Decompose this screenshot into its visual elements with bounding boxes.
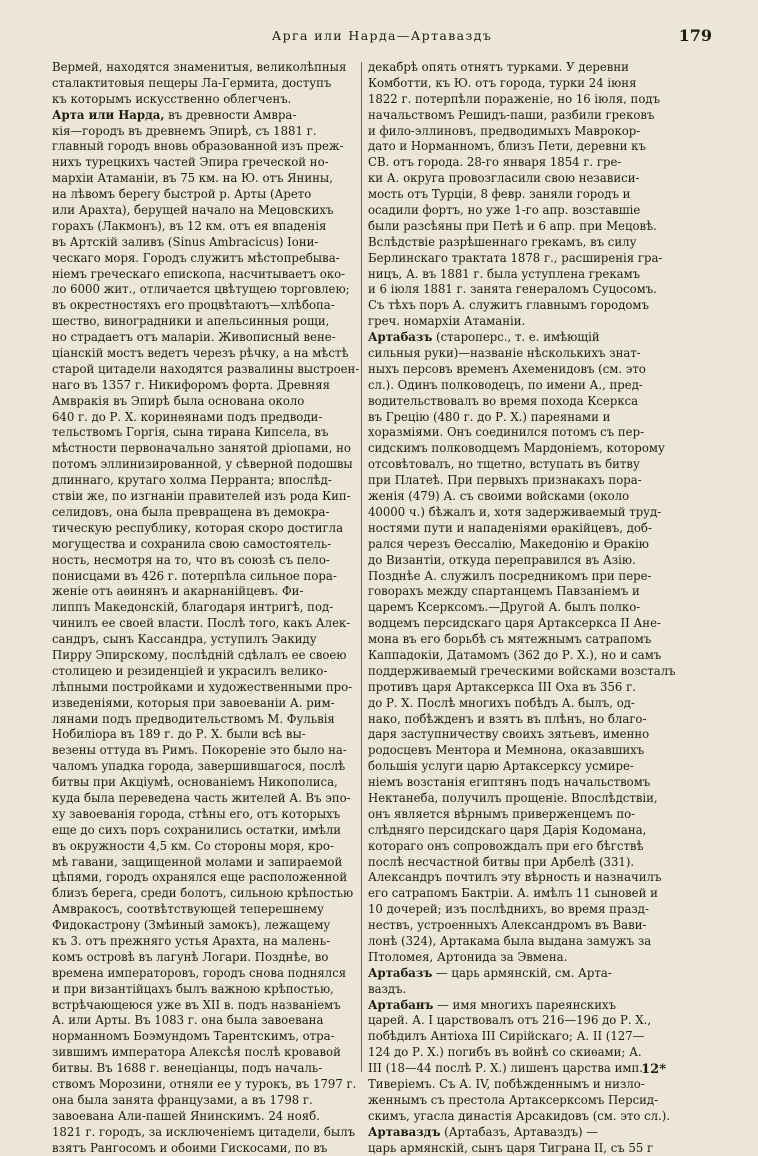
text-line bbox=[368, 696, 702, 712]
text-line bbox=[52, 680, 370, 696]
text-line bbox=[52, 139, 370, 155]
text-line bbox=[368, 139, 702, 155]
text-line bbox=[368, 839, 702, 855]
text-line bbox=[52, 696, 370, 712]
line-text: тельствомъ Горгія, сына тирана Кипсела, въ bbox=[52, 425, 329, 440]
text-line bbox=[368, 203, 702, 219]
line-text: старой цитадели находятся развалины выстроен- bbox=[52, 361, 360, 376]
line-text: Вермей, находятся знаменитыя, великолѣпныя bbox=[52, 60, 347, 74]
left-column bbox=[52, 60, 370, 1156]
line-text: мархіи Атаманіи, въ 75 км. на Ю. отъ Янины, bbox=[52, 171, 333, 186]
line-text: до Византіи, откуда переправился въ Азію. bbox=[368, 552, 636, 567]
line-text: сл.). Одинъ полководецъ, по имени А., пред- bbox=[368, 377, 643, 392]
line-text: Амвракосъ, соотвѣтствующей теперешнему bbox=[52, 902, 324, 917]
line-text: длиннаго, крутаго холма Перранта; впослѣд- bbox=[52, 473, 332, 488]
line-text: или Арахта), берущей начало на Мецовскихъ bbox=[52, 203, 334, 218]
text-line bbox=[52, 950, 370, 966]
text-line bbox=[368, 251, 702, 267]
line-text: скимъ, угасла династія Арсакидовъ (см. это сл.). bbox=[368, 1108, 671, 1123]
entry-headword: Артабазъ bbox=[368, 965, 433, 980]
text-line bbox=[52, 1045, 370, 1061]
text-line bbox=[52, 410, 370, 426]
text-line bbox=[368, 807, 702, 823]
printer-signature-mark: 12* bbox=[641, 1062, 666, 1077]
line-text: селидовъ, она была превращена въ демокра- bbox=[52, 504, 330, 519]
text-line bbox=[368, 998, 702, 1014]
line-text: въ окружности 4,5 км. Со стороны моря, кро- bbox=[52, 838, 334, 853]
text-line bbox=[52, 616, 370, 632]
text-line bbox=[52, 457, 370, 473]
text-line bbox=[368, 712, 702, 728]
line-text: побѣдилъ Антіоха III Сирійскаго; А. II (127— bbox=[368, 1029, 645, 1044]
line-text: времена императоровъ, городъ снова поднялся bbox=[52, 965, 347, 980]
line-text: кія—городъ въ древнемъ Эпирѣ, съ 1881 г. bbox=[52, 123, 317, 138]
text-line bbox=[52, 902, 370, 918]
line-text: Александръ почтилъ эту вѣрность и назначилъ bbox=[368, 870, 662, 885]
text-line bbox=[52, 807, 370, 823]
line-text: при Платеѣ. При первыхъ признакахъ пора- bbox=[368, 473, 642, 488]
text-line bbox=[368, 823, 702, 839]
line-text: хоразміями. Онъ соединился потомъ съ пер- bbox=[368, 425, 645, 440]
text-line bbox=[368, 298, 702, 314]
text-line bbox=[52, 600, 370, 616]
text-line bbox=[52, 982, 370, 998]
text-line bbox=[52, 282, 370, 298]
entry-headword: Артаваздъ bbox=[368, 1124, 441, 1139]
line-text: встрѣчающеюся уже въ XII в. подъ названіемъ bbox=[52, 997, 341, 1012]
text-line bbox=[368, 1029, 702, 1045]
line-text: греч. номархіи Атаманіи. bbox=[368, 314, 526, 329]
line-text: комъ островѣ въ лагунѣ Логари. Позднѣе, во bbox=[52, 949, 329, 964]
line-text: Каппадокіи, Датамомъ (362 до Р. Х.), но и самъ bbox=[368, 647, 662, 662]
line-text: зившимъ императора Алексѣя послѣ кровавой bbox=[52, 1045, 341, 1060]
text-line bbox=[368, 1125, 702, 1141]
text-line bbox=[368, 966, 702, 982]
line-text: нествъ, устроенныхъ Александромъ въ Вави- bbox=[368, 918, 647, 933]
text-line bbox=[52, 918, 370, 934]
text-line bbox=[368, 394, 702, 410]
line-text: лѣпными постройками и художественными про- bbox=[52, 679, 353, 694]
text-line bbox=[368, 569, 702, 585]
text-line bbox=[52, 473, 370, 489]
line-text: Пирру Эпирскому, послѣдній сдѣлалъ ее своею bbox=[52, 647, 347, 662]
line-text: ваздъ. bbox=[368, 981, 407, 996]
text-line bbox=[52, 1109, 370, 1125]
text-line bbox=[52, 664, 370, 680]
text-line bbox=[52, 775, 370, 791]
text-line bbox=[368, 791, 702, 807]
line-text: 10 дочерей; изъ послѣднихъ, во время празд- bbox=[368, 902, 649, 917]
line-text: тическую республику, которая скоро достигла bbox=[52, 520, 344, 535]
text-line bbox=[52, 124, 370, 140]
line-text: противъ царя Артаксеркса III Оха въ 356 г. bbox=[368, 679, 636, 694]
line-text: но страдаетъ отъ маларіи. Живописный вене- bbox=[52, 330, 336, 345]
column-divider bbox=[361, 62, 362, 1072]
line-text: большія услуги царю Артаксерксу усмире- bbox=[368, 759, 634, 774]
line-text: — имя многихъ пареянскихъ bbox=[433, 997, 617, 1012]
line-text: были разсѣяны при Петѣ и 6 апр. при Мецовѣ. bbox=[368, 218, 657, 233]
line-text: (староперс., т. е. имѣющій bbox=[432, 330, 600, 345]
line-text: женіе отъ аѳинянъ и акарнанійцевъ. Фи- bbox=[52, 584, 304, 599]
line-text: Амвракія въ Эпирѣ была основана около bbox=[52, 393, 305, 408]
text-line bbox=[52, 648, 370, 664]
text-line bbox=[368, 680, 702, 696]
line-text: говорахъ между спартанцемъ Павзаніемъ и bbox=[368, 584, 640, 599]
text-line bbox=[52, 553, 370, 569]
text-line bbox=[52, 584, 370, 600]
line-text: еще до сихъ поръ сохранились остатки, имѣли bbox=[52, 822, 342, 837]
line-text: слѣдняго персидскаго царя Дарія Кодомана, bbox=[368, 822, 647, 837]
line-text: Позднѣе А. служилъ посредникомъ при пере- bbox=[368, 568, 652, 583]
text-line bbox=[368, 902, 702, 918]
page-number: 179 bbox=[678, 26, 712, 45]
text-line bbox=[368, 1109, 702, 1125]
line-text: сталактитовыя пещеры Ла-Гермита, доступъ bbox=[52, 75, 332, 90]
text-line bbox=[52, 203, 370, 219]
line-text: нако, побѣжденъ и взятъ въ плѣнъ, но благо- bbox=[368, 711, 647, 726]
line-text: чинилъ ее своей власти. Послѣ того, какъ Алек- bbox=[52, 616, 351, 631]
text-line bbox=[368, 886, 702, 902]
line-text: везены оттуда въ Римъ. Покореніе это было на- bbox=[52, 743, 347, 758]
line-text: главный городъ вновь образованной изъ преж- bbox=[52, 139, 344, 154]
line-text: осадили фортъ, но уже 1-го апр. возставшіе bbox=[368, 203, 641, 218]
line-text: котораго онъ сопровождалъ при его бѣгствѣ bbox=[368, 838, 644, 853]
text-line bbox=[52, 521, 370, 537]
text-line bbox=[368, 457, 702, 473]
text-line bbox=[368, 346, 702, 362]
line-text: 1822 г. потерпѣли пораженіе, но 16 іюля, подъ bbox=[368, 91, 661, 106]
line-text: ло 6000 жит., отличается цвѣтущею торговлею; bbox=[52, 282, 350, 297]
line-text: въ окрестностяхъ его процвѣтаютъ—хлѣбопа- bbox=[52, 298, 335, 313]
line-text: чаломъ упадка города, завершившагося, послѣ bbox=[52, 759, 346, 774]
text-line bbox=[52, 505, 370, 521]
text-line bbox=[52, 298, 370, 314]
line-text: лянами подъ предводительствомъ М. Фульвія bbox=[52, 711, 335, 726]
line-text: она была занята французами, а въ 1798 г. bbox=[52, 1092, 313, 1107]
text-line bbox=[52, 219, 370, 235]
text-line bbox=[368, 584, 702, 600]
line-text: липпъ Македонскій, благодаря интригѣ, под- bbox=[52, 600, 334, 615]
text-line bbox=[368, 1093, 702, 1109]
text-line bbox=[368, 505, 702, 521]
text-line bbox=[368, 282, 702, 298]
line-text: дато и Норманномъ, близъ Пети, деревни къ bbox=[368, 139, 646, 154]
line-text: Берлинскаго трактата 1878 г., расширенія гра- bbox=[368, 250, 663, 265]
text-line bbox=[52, 569, 370, 585]
text-line bbox=[368, 743, 702, 759]
text-line bbox=[52, 489, 370, 505]
text-line bbox=[52, 1141, 370, 1156]
text-line bbox=[52, 362, 370, 378]
text-line bbox=[368, 441, 702, 457]
line-text: ностями пути и нападеніями ѳракійцевъ, доб- bbox=[368, 520, 652, 535]
line-text: потомъ эллинизированной, у сѣверной подошвы bbox=[52, 457, 353, 472]
text-line bbox=[368, 1013, 702, 1029]
line-text: въ древности Амвра- bbox=[164, 107, 297, 122]
line-text: Съ тѣхъ поръ А. служитъ главнымъ городомъ bbox=[368, 298, 649, 313]
text-line bbox=[52, 886, 370, 902]
line-text: СВ. отъ города. 28-го января 1854 г. гре- bbox=[368, 155, 622, 170]
text-line bbox=[368, 918, 702, 934]
text-line bbox=[368, 616, 702, 632]
text-line bbox=[368, 934, 702, 950]
line-text: и фило-эллиновъ, предводимыхъ Маврокор- bbox=[368, 123, 641, 138]
text-line bbox=[52, 743, 370, 759]
line-text: взятъ Рангосомъ и обоими Гискосами, по въ bbox=[52, 1140, 328, 1155]
text-line bbox=[368, 775, 702, 791]
line-text: ху завоеванія города, стѣны его, отъ которыхъ bbox=[52, 806, 341, 821]
text-line bbox=[52, 394, 370, 410]
line-text: мѣ гавани, защищенной молами и запираемой bbox=[52, 854, 343, 869]
header-title: Арга или Нарда—Артаваздъ bbox=[271, 28, 493, 43]
text-line bbox=[52, 251, 370, 267]
line-text: нихъ турецкихъ частей Эпира греческой но- bbox=[52, 155, 329, 170]
text-line bbox=[52, 1029, 370, 1045]
text-line bbox=[368, 235, 702, 251]
line-text: Птоломея, Артонида за Эвмена. bbox=[368, 949, 568, 964]
text-line bbox=[368, 648, 702, 664]
line-text: ныхъ персовъ временъ Ахеменидовъ (см. это bbox=[368, 361, 646, 376]
text-line bbox=[52, 314, 370, 330]
line-text: битвы. Въ 1688 г. венеціанцы, подъ началь- bbox=[52, 1061, 323, 1076]
line-text: Комботти, къ Ю. отъ города, турки 24 іюня bbox=[368, 75, 637, 90]
text-line bbox=[368, 108, 702, 124]
text-line bbox=[52, 537, 370, 553]
line-text: норманномъ Боэмундомъ Тарентскимъ, отра- bbox=[52, 1029, 335, 1044]
text-line bbox=[52, 759, 370, 775]
line-text: его сатрапомъ Бактріи. А. имѣлъ 11 сыновей и bbox=[368, 886, 658, 901]
text-line bbox=[368, 267, 702, 283]
line-text: къ 3. отъ прежняго устья Арахта, на малень- bbox=[52, 933, 331, 948]
line-text: 640 г. до Р. Х. коринѳянами подъ предводи- bbox=[52, 409, 323, 424]
text-line bbox=[368, 537, 702, 553]
right-column bbox=[368, 60, 702, 1156]
line-text: мость отъ Турціи, 8 февр. заняли городъ и bbox=[368, 187, 631, 202]
text-line bbox=[52, 425, 370, 441]
line-text: сильныя руки)—названіе нѣсколькихъ знат- bbox=[368, 346, 641, 361]
text-line bbox=[368, 425, 702, 441]
line-text: и 6 іюля 1881 г. занята генераломъ Суцосомъ. bbox=[368, 282, 657, 297]
text-line bbox=[368, 855, 702, 871]
line-text: царь армянскій, сынъ царя Тиграна II, съ 55 г bbox=[368, 1140, 654, 1155]
text-line bbox=[52, 235, 370, 251]
line-text: послѣ несчастной битвы при Арбелѣ (331). bbox=[368, 854, 635, 869]
line-text: царемъ Ксерксомъ.—Другой А. былъ полко- bbox=[368, 600, 641, 615]
line-text: женія (479) А. съ своими войсками (около bbox=[368, 489, 630, 504]
line-text: А. или Арты. Въ 1083 г. она была завоевана bbox=[52, 1013, 324, 1028]
line-text: водцемъ персидскаго царя Артаксеркса II Ане- bbox=[368, 616, 661, 631]
line-text: царей. А. I царствовалъ отъ 216—196 до Р. Х., bbox=[368, 1013, 652, 1028]
line-text: въ Артскій заливъ (Sinus Ambracicus) Іони- bbox=[52, 234, 319, 249]
text-line bbox=[52, 632, 370, 648]
line-text: декабрѣ опять отнятъ турками. У деревни bbox=[368, 60, 629, 74]
line-text: ческаго моря. Городъ служитъ мѣстопребыва- bbox=[52, 250, 340, 265]
text-line bbox=[368, 219, 702, 235]
text-line bbox=[368, 155, 702, 171]
text-line bbox=[368, 632, 702, 648]
entry-headword: Артабанъ bbox=[368, 997, 434, 1012]
line-text: женнымъ съ престола Артаксерксомъ Персид- bbox=[368, 1092, 659, 1107]
text-line bbox=[368, 76, 702, 92]
line-text: поддерживаемый греческими войсками возсталъ bbox=[368, 663, 676, 678]
entry-headword: Артабазъ bbox=[368, 330, 433, 345]
line-text: Фидокастрону (Змѣиный замокъ), лежащему bbox=[52, 918, 331, 933]
line-text: горахъ (Лакмонъ), въ 12 км. отъ ея впаденія bbox=[52, 218, 327, 233]
text-line bbox=[52, 378, 370, 394]
line-text: куда была переведена часть жителей А. Въ эпо- bbox=[52, 790, 351, 805]
text-line bbox=[52, 187, 370, 203]
text-line bbox=[368, 664, 702, 680]
text-line bbox=[368, 171, 702, 187]
line-text: мѣстности первоначально занятой дріопами, но bbox=[52, 441, 351, 456]
text-line bbox=[52, 171, 370, 187]
line-text: (Артабазъ, Артаваздъ) — bbox=[440, 1124, 598, 1139]
text-line bbox=[368, 362, 702, 378]
line-text: и при византійцахъ былъ важною крѣпостью, bbox=[52, 981, 334, 996]
line-text: родосцевъ Ментора и Мемнона, оказавшихъ bbox=[368, 743, 645, 758]
line-text: столицею и резиденціей и украсилъ велико- bbox=[52, 663, 328, 678]
text-line bbox=[52, 1077, 370, 1093]
text-line bbox=[368, 759, 702, 775]
text-line bbox=[52, 934, 370, 950]
text-line bbox=[52, 60, 370, 76]
line-text: онъ является вѣрнымъ приверженцемъ по- bbox=[368, 806, 636, 821]
line-text: на лѣвомъ берегу быстрой р. Арты (Арето bbox=[52, 187, 312, 202]
text-line bbox=[52, 1125, 370, 1141]
line-text: рался черезъ Ѳессалію, Македонію и Ѳракію bbox=[368, 536, 649, 551]
text-line bbox=[52, 76, 370, 92]
text-line bbox=[368, 92, 702, 108]
text-line bbox=[368, 187, 702, 203]
line-text: 124 до Р. Х.) погибъ въ войнѣ со скиѳами; А. bbox=[368, 1045, 642, 1060]
line-text: до Р. Х. Послѣ многихъ побѣдъ А. былъ, од- bbox=[368, 695, 635, 710]
line-text: III (18—44 послѣ Р. Х.) лишенъ царства имп. bbox=[368, 1061, 643, 1076]
line-text: къ которымъ искусственно облегченъ. bbox=[52, 91, 292, 106]
line-text: Вслѣдствіе разрѣшеннаго грекамъ, въ силу bbox=[368, 234, 637, 249]
text-line bbox=[368, 600, 702, 616]
text-line bbox=[52, 1093, 370, 1109]
line-text: шество, виноградники и апельсинныя рощи, bbox=[52, 314, 330, 329]
line-text: ціанскій мостъ ведетъ черезъ рѣчку, а на мѣстѣ bbox=[52, 346, 349, 361]
line-text: — царь армянскій, см. Арта- bbox=[432, 965, 612, 980]
text-line bbox=[52, 870, 370, 886]
line-text: Нектанеба, получилъ прощеніе. Впослѣдствіи, bbox=[368, 790, 658, 805]
line-text: 40000 ч.) бѣжалъ и, хотя задерживаемый труд- bbox=[368, 504, 662, 519]
line-text: начальствомъ Решидъ-паши, разбили грековъ bbox=[368, 107, 655, 122]
text-line bbox=[52, 1013, 370, 1029]
line-text: ствомъ Морозини, отняли ее у турокъ, въ 1797 г. bbox=[52, 1077, 357, 1091]
text-line bbox=[52, 727, 370, 743]
text-line bbox=[52, 855, 370, 871]
text-line bbox=[52, 839, 370, 855]
line-text: могущества и сохранила свою самостоятель- bbox=[52, 536, 332, 551]
text-line bbox=[368, 489, 702, 505]
text-line bbox=[368, 553, 702, 569]
line-text: цѣпями, городъ охранялся еще расположенной bbox=[52, 870, 348, 885]
line-text: наго въ 1357 г. Никифоромъ форта. Древняя bbox=[52, 377, 330, 392]
text-line bbox=[368, 982, 702, 998]
text-line bbox=[52, 155, 370, 171]
text-line bbox=[368, 1077, 702, 1093]
text-line bbox=[52, 1061, 370, 1077]
text-line bbox=[368, 410, 702, 426]
line-text: ніемъ возстанія египтянъ подъ начальствомъ bbox=[368, 775, 651, 790]
text-line bbox=[368, 473, 702, 489]
line-text: завоевана Али-пашей Янинскимъ. 24 нояб. bbox=[52, 1108, 320, 1123]
line-text: ность, несмотря на то, что въ союзѣ съ пело- bbox=[52, 552, 330, 567]
running-header bbox=[52, 26, 712, 50]
entry-headword: Арта или Нарда, bbox=[52, 107, 165, 122]
line-text: 1821 г. городъ, за исключеніемъ цитадели, былъ bbox=[52, 1124, 356, 1139]
line-text: битвы при Акціумѣ, основаніемъ Никополиса, bbox=[52, 775, 338, 790]
line-text: сандръ, сынъ Кассандра, уступилъ Эакиду bbox=[52, 632, 317, 647]
line-text: Тиверіемъ. Съ А. IV, побѣжденнымъ и низло- bbox=[368, 1077, 645, 1091]
line-text: водительствовалъ во время похода Ксеркса bbox=[368, 393, 639, 408]
text-line bbox=[52, 791, 370, 807]
line-text: Нобиліора въ 189 г. до Р. Х. были всѣ вы- bbox=[52, 727, 306, 742]
text-line bbox=[52, 712, 370, 728]
text-line bbox=[368, 870, 702, 886]
line-text: сидскимъ полководцемъ Мардоніемъ, которому bbox=[368, 441, 665, 456]
text-line bbox=[368, 1045, 702, 1061]
text-line bbox=[368, 521, 702, 537]
text-line bbox=[52, 346, 370, 362]
text-line bbox=[368, 727, 702, 743]
text-line bbox=[368, 314, 702, 330]
line-text: ки А. округа провозгласили свою независи- bbox=[368, 171, 640, 186]
line-text: отсовѣтовалъ, но тщетно, вступать въ битву bbox=[368, 457, 640, 472]
line-text: даря заступничеству своихъ зятьевъ, именно bbox=[368, 727, 650, 742]
text-line bbox=[52, 108, 370, 124]
line-text: въ Грецію (480 г. до Р. Х.) пареянами и bbox=[368, 409, 611, 424]
text-line bbox=[368, 124, 702, 140]
text-line bbox=[52, 966, 370, 982]
text-line bbox=[52, 330, 370, 346]
text-line bbox=[368, 950, 702, 966]
line-text: ніемъ греческаго епископа, насчитываетъ око- bbox=[52, 266, 346, 281]
text-line bbox=[52, 267, 370, 283]
text-line bbox=[52, 92, 370, 108]
line-text: лонѣ (324), Артакама была выдана замужъ за bbox=[368, 933, 652, 948]
text-line bbox=[368, 1141, 702, 1156]
text-line bbox=[368, 330, 702, 346]
line-text: изведеніями, которыя при завоеваніи А. рим- bbox=[52, 695, 335, 710]
text-line bbox=[368, 378, 702, 394]
text-line bbox=[368, 60, 702, 76]
line-text: ницъ, А. въ 1881 г. была уступлена грекамъ bbox=[368, 266, 641, 281]
text-line bbox=[52, 441, 370, 457]
line-text: близъ берега, среди болотъ, сильною крѣпостью bbox=[52, 886, 354, 901]
line-text: понисцами въ 426 г. потерпѣла сильное пора- bbox=[52, 568, 337, 583]
text-line bbox=[52, 998, 370, 1014]
line-text: мона въ его борьбѣ съ мятежнымъ сатрапомъ bbox=[368, 632, 652, 647]
line-text: ствіи же, по изгнаніи правителей изъ рода Кип- bbox=[52, 489, 351, 504]
text-line bbox=[52, 823, 370, 839]
